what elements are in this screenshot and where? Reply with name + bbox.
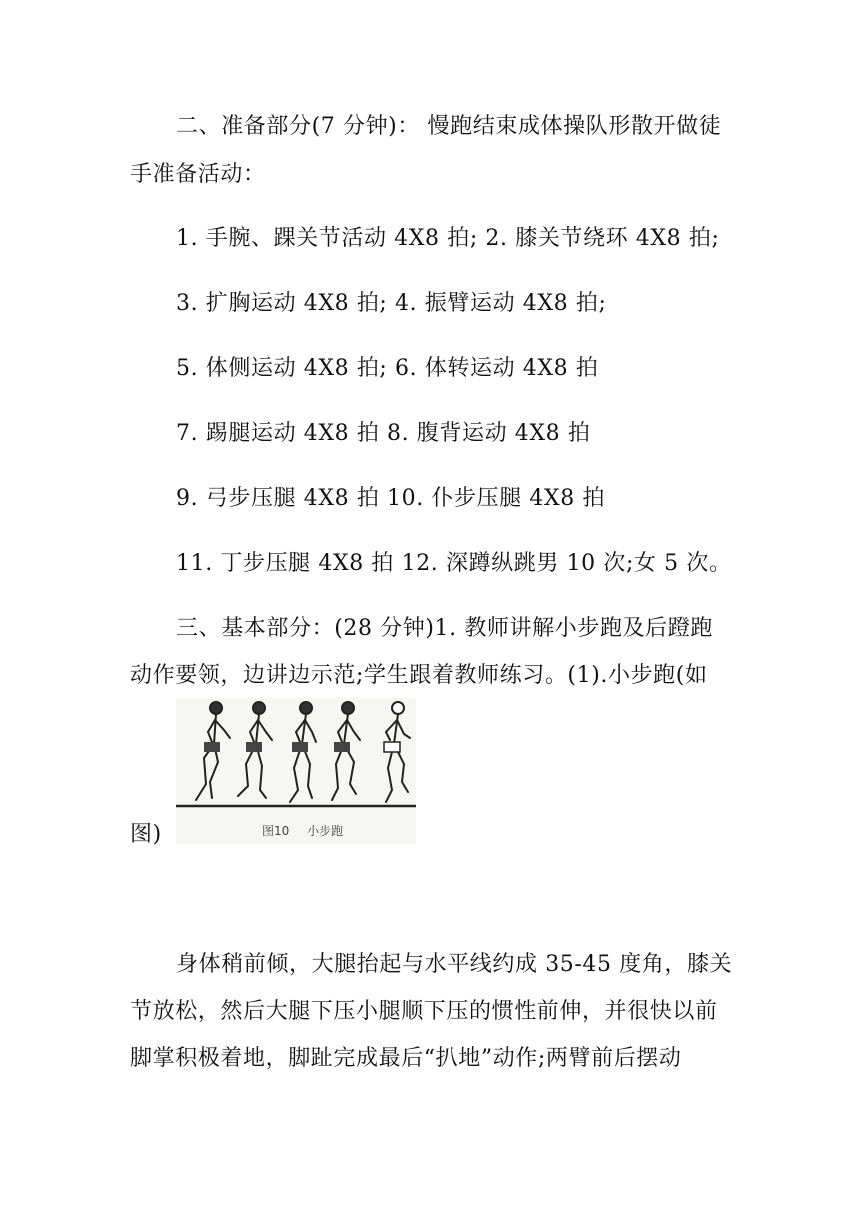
list-item: 9. 弓步压腿 4X8 拍 10. 仆步压腿 4X8 拍 <box>176 486 606 511</box>
list-item: 1. 手腕、踝关节活动 4X8 拍; 2. 膝关节绕环 4X8 拍; <box>176 226 720 251</box>
paragraph-line1: 身体稍前倾，大腿抬起与水平线约成 35-45 度角，膝关 <box>176 952 733 977</box>
paragraph-line3: 脚掌积极着地，脚趾完成最后“扒地”动作;两臂前后摆动 <box>130 1046 682 1071</box>
figure-number: 图10 <box>262 824 290 838</box>
list-item: 7. 踢腿运动 4X8 拍 8. 腹背运动 4X8 拍 <box>176 421 591 446</box>
section3-line1: 三、基本部分：(28 分钟)1. 教师讲解小步跑及后蹬跑 <box>176 616 713 641</box>
section3-line3: 图) <box>130 822 162 847</box>
list-item: 5. 体侧运动 4X8 拍; 6. 体转运动 4X8 拍 <box>176 356 599 381</box>
section2-line1: 二、准备部分(7 分钟)： 慢跑结束成体操队形散开做徒 <box>176 114 722 139</box>
figure-caption <box>262 822 343 839</box>
runner-illustration <box>176 698 416 822</box>
section3-line2: 动作要领，边讲边示范;学生跟着教师练习。(1).小步跑(如 <box>130 663 708 688</box>
figure-title: 小步跑 <box>307 824 344 838</box>
section2-line2: 手准备活动： <box>130 162 266 187</box>
running-figure <box>176 698 416 844</box>
list-item: 3. 扩胸运动 4X8 拍; 4. 振臂运动 4X8 拍; <box>176 291 607 316</box>
paragraph-line2: 节放松，然后大腿下压小腿顺下压的惯性前伸，并很快以前 <box>130 999 718 1024</box>
list-item: 11. 丁步压腿 4X8 拍 12. 深蹲纵跳男 10 次;女 5 次。 <box>176 551 732 576</box>
